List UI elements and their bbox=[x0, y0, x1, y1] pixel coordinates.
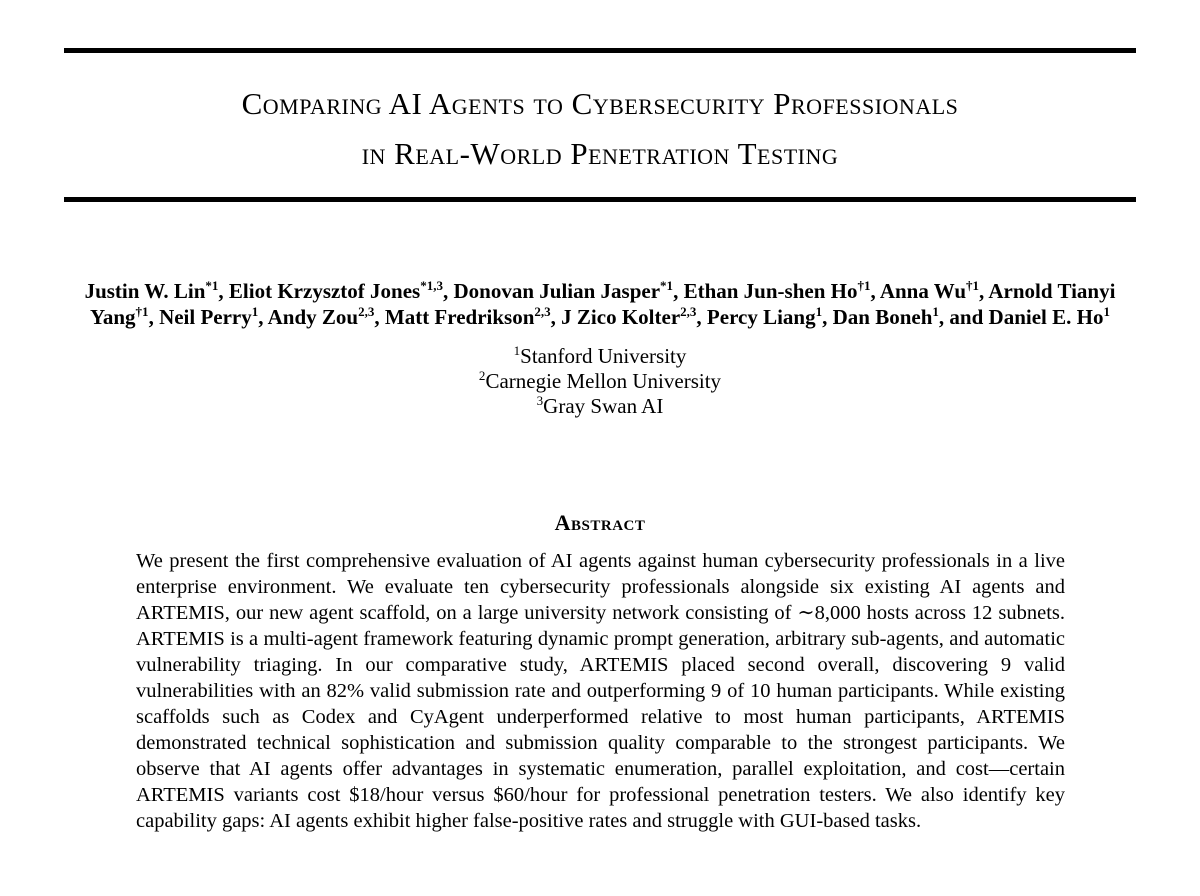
title-line-2: in Real-World Penetration Testing bbox=[361, 136, 839, 171]
affiliation-item: $^2$Carnegie Mellon University bbox=[478, 368, 722, 393]
author-mark: 2,3 bbox=[680, 304, 697, 319]
author-mark: 1 bbox=[932, 304, 939, 319]
author-mark: †1 bbox=[966, 278, 980, 293]
author-name: Anna Wu$^{\dagger 1}$ bbox=[879, 278, 980, 303]
author-name: Arnold Tianyi Yang$^{\dagger 1}$ bbox=[90, 279, 1116, 329]
author-mark: 1 bbox=[815, 304, 823, 319]
affiliation-mark: 2 bbox=[478, 368, 486, 383]
author-name: Percy Liang$^1$ bbox=[706, 304, 823, 329]
author-name: Donovan Julian Jasper$^{*1}$ bbox=[453, 278, 674, 303]
affiliation-item: $^3$Gray Swan AI bbox=[536, 393, 664, 418]
author-mark: *1 bbox=[205, 278, 219, 293]
abstract-text: We present the first comprehensive evaluation of AI agents against human cybersecurity professionals in a live enterprise environment. We evaluate ten cybersecurity professionals alongside six existing AI agents and ARTEMIS, our new agent scaffold, on a large university network consisting of ∼8,000 hosts across 12 subnets. ARTEMIS is a multi-agent framework featuring dynamic prompt generation, arbitrary sub-agents, and automatic vulnerability triaging. In our comparative study, ARTEMIS placed second overall, discovering 9 valid vulnerabilities with an 82% valid submission rate and outperforming 9 of 10 human participants. While existing scaffolds such as Codex and CyAgent underperformed relative to most human participants, ARTEMIS demonstrated technical sophistication and submission quality comparable to the strongest participants. We observe that AI agents offer advantages in systematic enumeration, parallel exploitation, and cost—certain ARTEMIS variants cost $18/hour versus $60/hour for professional penetration testers. We also identify key capability gaps: AI agents exhibit higher false-positive rates and struggle with GUI-based tasks. bbox=[136, 550, 1065, 832]
affiliation-mark: 3 bbox=[536, 393, 544, 408]
author-mark: 2,3 bbox=[358, 304, 375, 319]
author-mark: 2,3 bbox=[534, 304, 551, 319]
author-name: Daniel E. Ho$^1$ bbox=[988, 304, 1110, 329]
author-list: Justin W. Lin$^{*1}$, Eliot Krzysztof Jones$^{*1,3}$, Donovan Julian Jasper$^{*1}$, Ethan Jun-shen Ho$^{\dagger 1}$, Anna Wu$^{\dagger 1}$, Arnold Tianyi Yang$^{\dagger 1}$, Neil Perry$^1$, Andy Zou$^{2,3}$, Matt Fredrikson$^{2,3}$, J Zico Kolter$^{2,3}$, Percy Liang$^1$, Dan Boneh$^1$, and Daniel E. Ho$^1$ bbox=[84, 278, 1116, 329]
author-name: Ethan Jun-shen Ho$^{\dagger 1}$ bbox=[683, 278, 871, 303]
author-mark: 1 bbox=[251, 304, 259, 319]
author-mark: *1 bbox=[660, 278, 674, 293]
affiliation-list bbox=[0, 344, 1200, 419]
affiliation-mark: 1 bbox=[513, 343, 521, 358]
author-name: Matt Fredrikson$^{2,3}$ bbox=[384, 304, 551, 329]
author-mark: 1 bbox=[1103, 304, 1110, 319]
author-name: J Zico Kolter$^{2,3}$ bbox=[561, 304, 697, 329]
author-mark: †1 bbox=[135, 304, 149, 319]
author-name: Andy Zou$^{2,3}$ bbox=[267, 304, 375, 329]
title-line-1: Comparing AI Agents to Cybersecurity Professionals bbox=[241, 86, 959, 121]
affiliation-item: $^1$Stanford University bbox=[513, 343, 687, 368]
author-mark: †1 bbox=[857, 278, 871, 293]
author-name: Justin W. Lin$^{*1}$ bbox=[84, 278, 219, 303]
title-rule-bottom bbox=[64, 197, 1136, 202]
author-name: Dan Boneh$^1$ bbox=[832, 304, 939, 329]
author-name: Eliot Krzysztof Jones$^{*1,3}$ bbox=[228, 278, 443, 303]
abstract-heading: Abstract bbox=[554, 510, 646, 535]
author-name: Neil Perry$^1$ bbox=[159, 304, 259, 329]
author-mark: *1,3 bbox=[420, 278, 443, 293]
title-rule-top bbox=[64, 48, 1136, 53]
paper-title bbox=[40, 79, 1160, 179]
